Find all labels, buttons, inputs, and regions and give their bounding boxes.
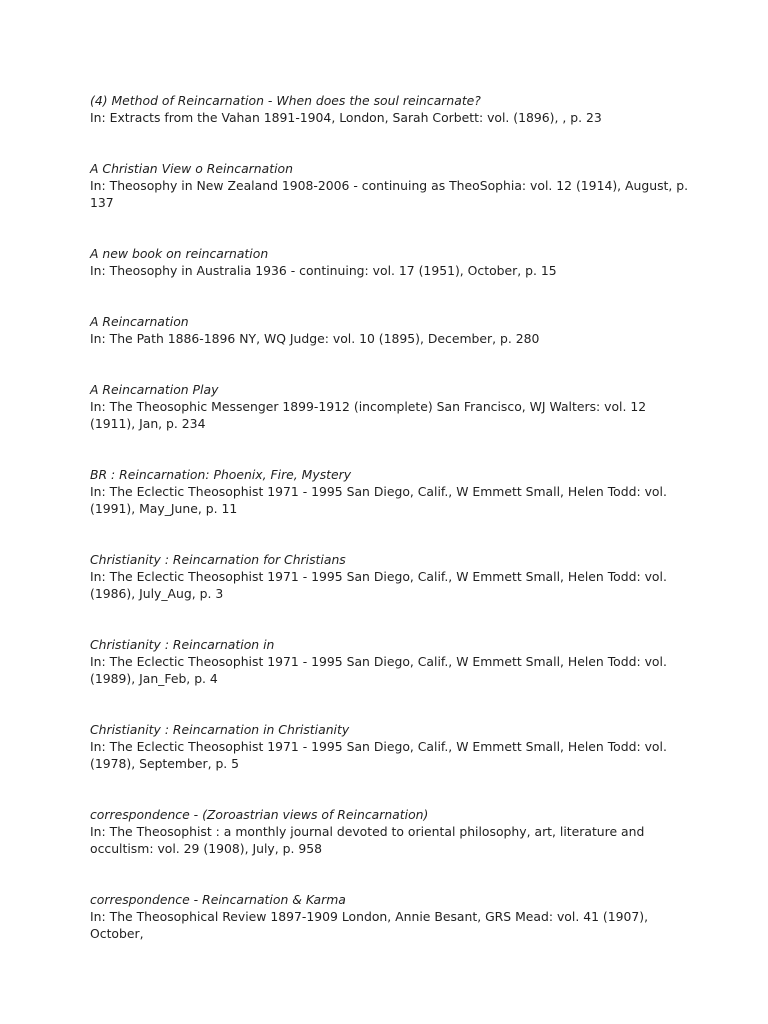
entry-title: A Christian View o Reincarnation <box>90 161 293 176</box>
entry-citation: In: Theosophy in New Zealand 1908-2006 - continuing as TheoSophia: vol. 12 (1914), August, p. 137 <box>90 178 689 210</box>
entry-citation: In: The Theosophist : a monthly journal devoted to oriental philosophy, art, literature and occultism: vol. 29 (1908), July, p. 958 <box>90 824 645 856</box>
entry-citation: In: The Theosophical Review 1897-1909 London, Annie Besant, GRS Mead: vol. 41 (1907), October, <box>90 909 649 941</box>
entry-title: Christianity : Reincarnation in <box>90 637 275 652</box>
bibliography-entry <box>90 721 690 772</box>
bibliography-entry <box>90 636 690 687</box>
entry-citation: In: The Eclectic Theosophist 1971 - 1995 San Diego, Calif., W Emmett Small, Helen Todd: vol. (1989), Jan_Feb, p. 4 <box>90 654 667 686</box>
entry-title: Christianity : Reincarnation in Christianity <box>90 722 350 737</box>
bibliography-list <box>90 92 690 942</box>
entry-citation: In: The Eclectic Theosophist 1971 - 1995 San Diego, Calif., W Emmett Small, Helen Todd: vol. (1978), September, p. 5 <box>90 739 667 771</box>
entry-citation: In: Theosophy in Australia 1936 - continuing: vol. 17 (1951), October, p. 15 <box>90 263 557 278</box>
entry-title: A Reincarnation Play <box>90 382 219 397</box>
bibliography-entry <box>90 381 690 432</box>
entry-citation: In: The Theosophic Messenger 1899-1912 (incomplete) San Francisco, WJ Walters: vol. 12 (1911), Jan, p. 234 <box>90 399 647 431</box>
entry-title: correspondence - (Zoroastrian views of Reincarnation) <box>90 807 429 822</box>
entry-title: BR : Reincarnation: Phoenix, Fire, Mystery <box>90 467 352 482</box>
bibliography-entry <box>90 245 690 279</box>
entry-title: (4) Method of Reincarnation - When does the soul reincarnate? <box>90 93 481 108</box>
entry-title: A new book on reincarnation <box>90 246 269 261</box>
bibliography-entry <box>90 92 690 126</box>
bibliography-entry <box>90 806 690 857</box>
bibliography-entry <box>90 160 690 211</box>
bibliography-entry <box>90 466 690 517</box>
entry-citation: In: The Eclectic Theosophist 1971 - 1995 San Diego, Calif., W Emmett Small, Helen Todd: vol. (1991), May_June, p. 11 <box>90 484 667 516</box>
entry-citation: In: The Eclectic Theosophist 1971 - 1995 San Diego, Calif., W Emmett Small, Helen Todd: vol. (1986), July_Aug, p. 3 <box>90 569 667 601</box>
bibliography-entry <box>90 313 690 347</box>
bibliography-entry <box>90 551 690 602</box>
entry-citation: In: Extracts from the Vahan 1891-1904, London, Sarah Corbett: vol. (1896), , p. 23 <box>90 110 602 125</box>
entry-title: Christianity : Reincarnation for Christians <box>90 552 346 567</box>
entry-title: correspondence - Reincarnation & Karma <box>90 892 346 907</box>
bibliography-entry <box>90 891 690 942</box>
entry-title: A Reincarnation <box>90 314 189 329</box>
entry-citation: In: The Path 1886-1896 NY, WQ Judge: vol. 10 (1895), December, p. 280 <box>90 331 540 346</box>
